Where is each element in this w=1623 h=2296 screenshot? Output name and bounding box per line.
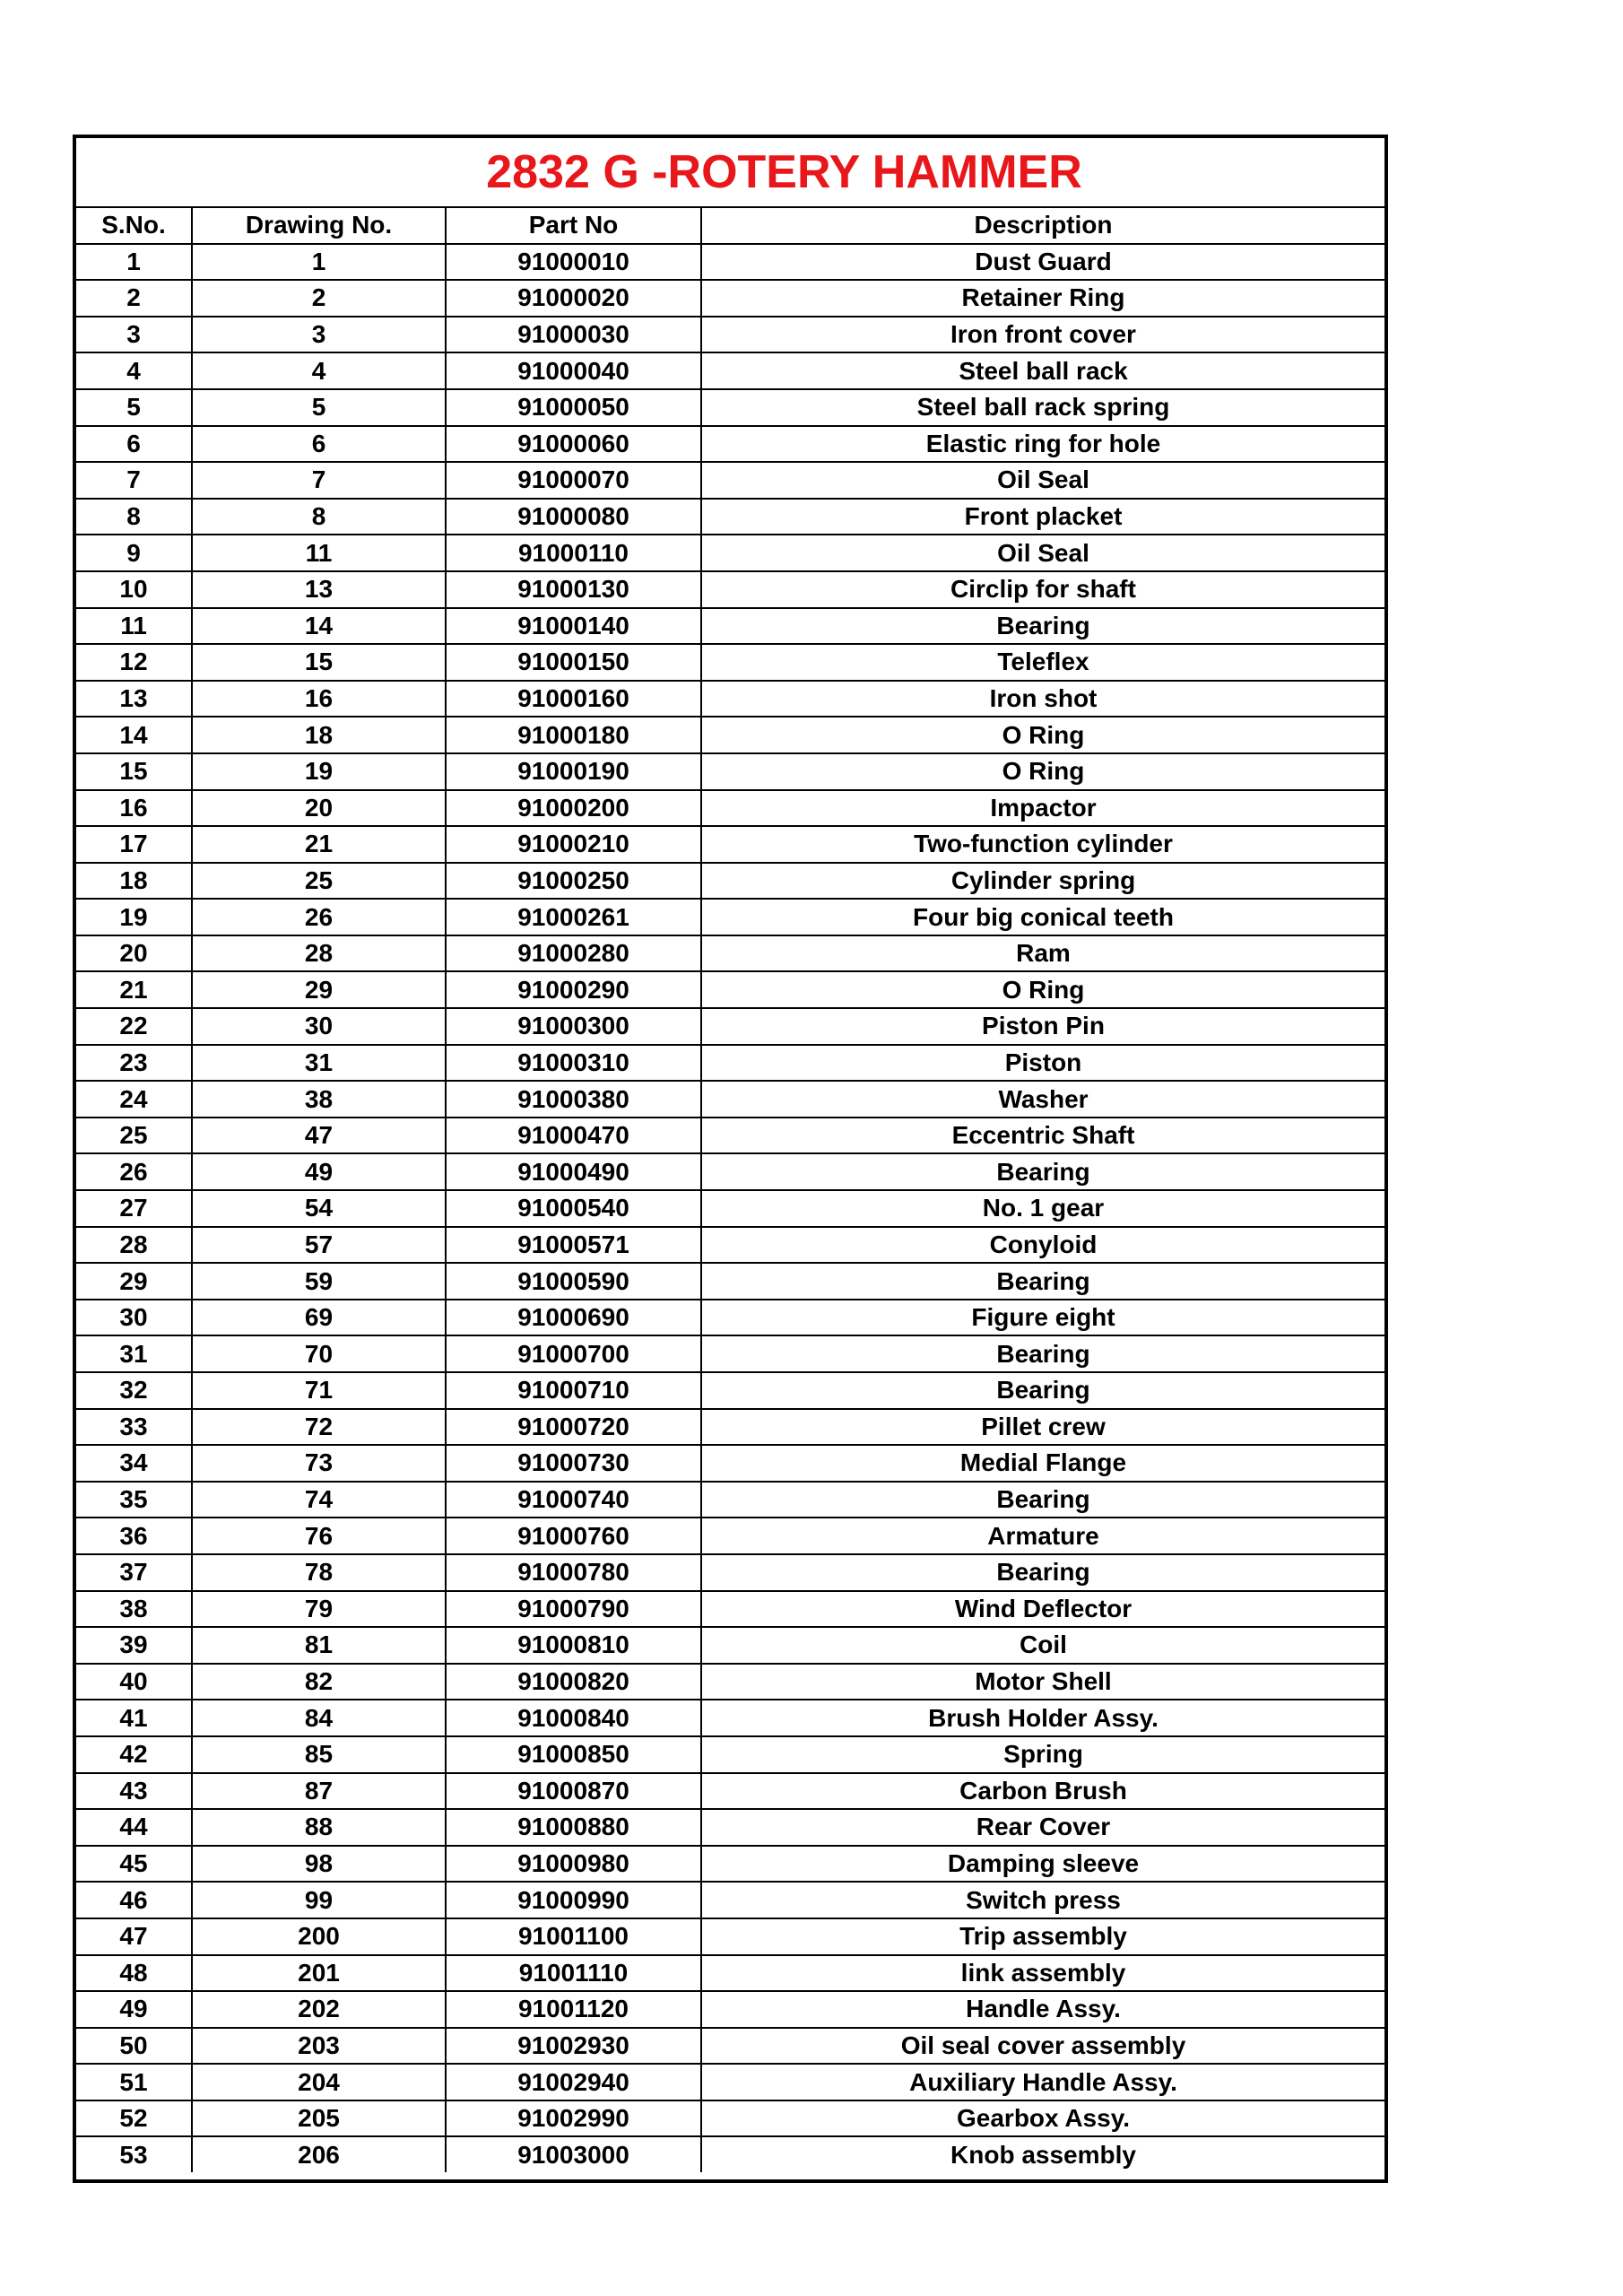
table-row — [76, 644, 1384, 681]
cell-part-no: 91000840 — [446, 1700, 701, 1736]
cell-drawing-no: 2 — [192, 280, 446, 317]
cell-sno: 49 — [76, 1991, 192, 2028]
cell-description: No. 1 gear — [701, 1190, 1384, 1227]
cell-description: Bearing — [701, 1554, 1384, 1591]
cell-sno: 27 — [76, 1190, 192, 1227]
table-row — [76, 863, 1384, 900]
cell-part-no: 91000261 — [446, 899, 701, 935]
cell-sno: 36 — [76, 1518, 192, 1554]
cell-sno: 35 — [76, 1482, 192, 1518]
table-row — [76, 1263, 1384, 1300]
column-header-part-no: Part No — [446, 207, 701, 244]
cell-description: O Ring — [701, 971, 1384, 1008]
table-row — [76, 1882, 1384, 1918]
cell-drawing-no: 76 — [192, 1518, 446, 1554]
header-row — [76, 207, 1384, 244]
cell-description: Auxiliary Handle Assy. — [701, 2064, 1384, 2100]
table-row — [76, 535, 1384, 571]
cell-sno: 39 — [76, 1627, 192, 1664]
cell-part-no: 91000040 — [446, 352, 701, 389]
cell-part-no: 91000540 — [446, 1190, 701, 1227]
cell-sno: 8 — [76, 499, 192, 535]
cell-description: Handle Assy. — [701, 1991, 1384, 2028]
table-row — [76, 790, 1384, 827]
cell-sno: 28 — [76, 1227, 192, 1264]
cell-drawing-no: 6 — [192, 426, 446, 463]
cell-sno: 17 — [76, 826, 192, 863]
cell-description: Teleflex — [701, 644, 1384, 681]
table-row — [76, 2028, 1384, 2065]
cell-description: Dust Guard — [701, 244, 1384, 281]
cell-drawing-no: 14 — [192, 608, 446, 645]
cell-description: Rear Cover — [701, 1809, 1384, 1846]
cell-description: Circlip for shaft — [701, 571, 1384, 608]
cell-drawing-no: 88 — [192, 1809, 446, 1846]
cell-description: Steel ball rack — [701, 352, 1384, 389]
cell-part-no: 91000160 — [446, 681, 701, 718]
cell-description: Front placket — [701, 499, 1384, 535]
cell-part-no: 91000760 — [446, 1518, 701, 1554]
cell-sno: 34 — [76, 1445, 192, 1482]
cell-part-no: 91000710 — [446, 1372, 701, 1409]
cell-drawing-no: 72 — [192, 1409, 446, 1446]
cell-description: Oil Seal — [701, 462, 1384, 499]
cell-description: Four big conical teeth — [701, 899, 1384, 935]
cell-sno: 16 — [76, 790, 192, 827]
cell-drawing-no: 7 — [192, 462, 446, 499]
cell-drawing-no: 54 — [192, 1190, 446, 1227]
cell-description: Damping sleeve — [701, 1846, 1384, 1883]
cell-description: Piston Pin — [701, 1008, 1384, 1045]
cell-description: O Ring — [701, 717, 1384, 753]
table-row — [76, 717, 1384, 753]
cell-sno: 40 — [76, 1664, 192, 1700]
cell-part-no: 91000180 — [446, 717, 701, 753]
column-header-sno: S.No. — [76, 207, 192, 244]
cell-part-no: 91000740 — [446, 1482, 701, 1518]
cell-part-no: 91000070 — [446, 462, 701, 499]
cell-drawing-no: 8 — [192, 499, 446, 535]
sheet-title: 2832 G -ROTERY HAMMER — [76, 138, 1384, 207]
cell-sno: 50 — [76, 2028, 192, 2065]
parts-table-body — [76, 244, 1384, 2172]
cell-drawing-no: 25 — [192, 863, 446, 900]
cell-description: Spring — [701, 1736, 1384, 1773]
cell-sno: 1 — [76, 244, 192, 281]
title-row — [76, 138, 1384, 207]
cell-part-no: 91000200 — [446, 790, 701, 827]
cell-part-no: 91000010 — [446, 244, 701, 281]
table-row — [76, 1335, 1384, 1372]
cell-part-no: 91000030 — [446, 317, 701, 353]
cell-part-no: 91000870 — [446, 1773, 701, 1810]
cell-part-no: 91000380 — [446, 1081, 701, 1118]
table-row — [76, 899, 1384, 935]
cell-part-no: 91000210 — [446, 826, 701, 863]
cell-description: Cylinder spring — [701, 863, 1384, 900]
table-row — [76, 1809, 1384, 1846]
cell-drawing-no: 31 — [192, 1045, 446, 1082]
table-row — [76, 1627, 1384, 1664]
table-row — [76, 352, 1384, 389]
cell-description: Ram — [701, 935, 1384, 972]
cell-sno: 14 — [76, 717, 192, 753]
table-row — [76, 1591, 1384, 1628]
cell-part-no: 91000470 — [446, 1118, 701, 1154]
cell-drawing-no: 29 — [192, 971, 446, 1008]
cell-description: Two-function cylinder — [701, 826, 1384, 863]
cell-drawing-no: 204 — [192, 2064, 446, 2100]
cell-drawing-no: 11 — [192, 535, 446, 571]
cell-sno: 9 — [76, 535, 192, 571]
cell-part-no: 91000790 — [446, 1591, 701, 1628]
cell-drawing-no: 20 — [192, 790, 446, 827]
table-row — [76, 753, 1384, 790]
table-row — [76, 971, 1384, 1008]
cell-sno: 48 — [76, 1955, 192, 1992]
table-row — [76, 389, 1384, 426]
cell-part-no: 91002990 — [446, 2100, 701, 2137]
cell-drawing-no: 78 — [192, 1554, 446, 1591]
cell-drawing-no: 99 — [192, 1882, 446, 1918]
table-row — [76, 2100, 1384, 2137]
cell-description: Bearing — [701, 1153, 1384, 1190]
table-row — [76, 1153, 1384, 1190]
table-row — [76, 499, 1384, 535]
cell-description: Washer — [701, 1081, 1384, 1118]
cell-description: Iron shot — [701, 681, 1384, 718]
cell-part-no: 91000820 — [446, 1664, 701, 1700]
cell-drawing-no: 4 — [192, 352, 446, 389]
cell-part-no: 91001100 — [446, 1918, 701, 1955]
cell-drawing-no: 200 — [192, 1918, 446, 1955]
cell-description: Eccentric Shaft — [701, 1118, 1384, 1154]
table-row — [76, 1664, 1384, 1700]
table-row — [76, 1227, 1384, 1264]
table-row — [76, 1300, 1384, 1336]
table-row — [76, 2136, 1384, 2172]
cell-part-no: 91000140 — [446, 608, 701, 645]
table-row — [76, 826, 1384, 863]
cell-sno: 42 — [76, 1736, 192, 1773]
cell-sno: 41 — [76, 1700, 192, 1736]
cell-description: Carbon Brush — [701, 1773, 1384, 1810]
cell-part-no: 91000990 — [446, 1882, 701, 1918]
cell-description: Steel ball rack spring — [701, 389, 1384, 426]
table-row — [76, 317, 1384, 353]
table-row — [76, 1372, 1384, 1409]
cell-description: Medial Flange — [701, 1445, 1384, 1482]
cell-sno: 45 — [76, 1846, 192, 1883]
cell-sno: 5 — [76, 389, 192, 426]
table-row — [76, 1081, 1384, 1118]
table-row — [76, 2064, 1384, 2100]
cell-part-no: 91000590 — [446, 1263, 701, 1300]
table-row — [76, 1008, 1384, 1045]
cell-description: Trip assembly — [701, 1918, 1384, 1955]
cell-description: Bearing — [701, 1335, 1384, 1372]
cell-drawing-no: 59 — [192, 1263, 446, 1300]
cell-sno: 21 — [76, 971, 192, 1008]
table-row — [76, 571, 1384, 608]
cell-part-no: 91001110 — [446, 1955, 701, 1992]
cell-description: Brush Holder Assy. — [701, 1700, 1384, 1736]
table-row — [76, 244, 1384, 281]
cell-part-no: 91000300 — [446, 1008, 701, 1045]
table-row — [76, 1736, 1384, 1773]
cell-sno: 15 — [76, 753, 192, 790]
table-row — [76, 1190, 1384, 1227]
cell-part-no: 91000310 — [446, 1045, 701, 1082]
cell-drawing-no: 69 — [192, 1300, 446, 1336]
table-row — [76, 681, 1384, 718]
cell-part-no: 91000130 — [446, 571, 701, 608]
table-row — [76, 1773, 1384, 1810]
cell-drawing-no: 98 — [192, 1846, 446, 1883]
column-header-description: Description — [701, 207, 1384, 244]
cell-part-no: 91000050 — [446, 389, 701, 426]
table-row — [76, 426, 1384, 463]
cell-part-no: 91000980 — [446, 1846, 701, 1883]
cell-description: Motor Shell — [701, 1664, 1384, 1700]
cell-part-no: 91000250 — [446, 863, 701, 900]
cell-part-no: 91000190 — [446, 753, 701, 790]
cell-sno: 11 — [76, 608, 192, 645]
cell-drawing-no: 73 — [192, 1445, 446, 1482]
cell-drawing-no: 5 — [192, 389, 446, 426]
cell-description: Pillet crew — [701, 1409, 1384, 1446]
table-row — [76, 1118, 1384, 1154]
cell-sno: 38 — [76, 1591, 192, 1628]
cell-drawing-no: 201 — [192, 1955, 446, 1992]
cell-drawing-no: 84 — [192, 1700, 446, 1736]
table-row — [76, 1991, 1384, 2028]
cell-part-no: 91000810 — [446, 1627, 701, 1664]
cell-sno: 19 — [76, 899, 192, 935]
cell-drawing-no: 205 — [192, 2100, 446, 2137]
cell-sno: 51 — [76, 2064, 192, 2100]
cell-drawing-no: 26 — [192, 899, 446, 935]
cell-sno: 33 — [76, 1409, 192, 1446]
cell-drawing-no: 49 — [192, 1153, 446, 1190]
cell-part-no: 91000080 — [446, 499, 701, 535]
table-row — [76, 1518, 1384, 1554]
table-row — [76, 462, 1384, 499]
cell-sno: 44 — [76, 1809, 192, 1846]
cell-drawing-no: 38 — [192, 1081, 446, 1118]
cell-sno: 26 — [76, 1153, 192, 1190]
column-header-drawing-no: Drawing No. — [192, 207, 446, 244]
cell-sno: 46 — [76, 1882, 192, 1918]
cell-part-no: 91000020 — [446, 280, 701, 317]
cell-drawing-no: 13 — [192, 571, 446, 608]
cell-sno: 7 — [76, 462, 192, 499]
cell-description: Retainer Ring — [701, 280, 1384, 317]
cell-sno: 47 — [76, 1918, 192, 1955]
table-row — [76, 935, 1384, 972]
cell-sno: 10 — [76, 571, 192, 608]
cell-drawing-no: 30 — [192, 1008, 446, 1045]
cell-part-no: 91000060 — [446, 426, 701, 463]
cell-drawing-no: 57 — [192, 1227, 446, 1264]
cell-description: Figure eight — [701, 1300, 1384, 1336]
cell-part-no: 91000150 — [446, 644, 701, 681]
cell-drawing-no: 70 — [192, 1335, 446, 1372]
cell-part-no: 91000730 — [446, 1445, 701, 1482]
cell-part-no: 91000720 — [446, 1409, 701, 1446]
cell-part-no: 91002930 — [446, 2028, 701, 2065]
cell-part-no: 91000880 — [446, 1809, 701, 1846]
table-row — [76, 1045, 1384, 1082]
parts-table — [76, 138, 1384, 2172]
table-row — [76, 1409, 1384, 1446]
table-row — [76, 1445, 1384, 1482]
cell-description: Gearbox Assy. — [701, 2100, 1384, 2137]
cell-sno: 43 — [76, 1773, 192, 1810]
cell-sno: 18 — [76, 863, 192, 900]
cell-drawing-no: 1 — [192, 244, 446, 281]
cell-sno: 22 — [76, 1008, 192, 1045]
cell-drawing-no: 74 — [192, 1482, 446, 1518]
cell-part-no: 91000280 — [446, 935, 701, 972]
cell-description: Bearing — [701, 608, 1384, 645]
table-row — [76, 608, 1384, 645]
cell-sno: 2 — [76, 280, 192, 317]
cell-description: Piston — [701, 1045, 1384, 1082]
cell-description: Coil — [701, 1627, 1384, 1664]
cell-sno: 4 — [76, 352, 192, 389]
cell-sno: 24 — [76, 1081, 192, 1118]
cell-drawing-no: 203 — [192, 2028, 446, 2065]
cell-description: link assembly — [701, 1955, 1384, 1992]
cell-sno: 37 — [76, 1554, 192, 1591]
cell-sno: 12 — [76, 644, 192, 681]
cell-part-no: 91000850 — [446, 1736, 701, 1773]
cell-description: O Ring — [701, 753, 1384, 790]
cell-sno: 32 — [76, 1372, 192, 1409]
cell-sno: 52 — [76, 2100, 192, 2137]
cell-drawing-no: 87 — [192, 1773, 446, 1810]
cell-sno: 30 — [76, 1300, 192, 1336]
cell-drawing-no: 202 — [192, 1991, 446, 2028]
cell-sno: 31 — [76, 1335, 192, 1372]
cell-description: Armature — [701, 1518, 1384, 1554]
cell-description: Conyloid — [701, 1227, 1384, 1264]
cell-description: Elastic ring for hole — [701, 426, 1384, 463]
cell-part-no: 91000690 — [446, 1300, 701, 1336]
table-row — [76, 1918, 1384, 1955]
cell-sno: 20 — [76, 935, 192, 972]
cell-drawing-no: 19 — [192, 753, 446, 790]
cell-part-no: 91000110 — [446, 535, 701, 571]
cell-drawing-no: 82 — [192, 1664, 446, 1700]
table-row — [76, 1554, 1384, 1591]
cell-part-no: 91003000 — [446, 2136, 701, 2172]
table-row — [76, 1700, 1384, 1736]
parts-list-sheet — [73, 135, 1388, 2183]
cell-drawing-no: 85 — [192, 1736, 446, 1773]
cell-part-no: 91000780 — [446, 1554, 701, 1591]
cell-drawing-no: 15 — [192, 644, 446, 681]
cell-drawing-no: 81 — [192, 1627, 446, 1664]
cell-part-no: 91002940 — [446, 2064, 701, 2100]
cell-description: Oil Seal — [701, 535, 1384, 571]
cell-description: Iron front cover — [701, 317, 1384, 353]
cell-drawing-no: 79 — [192, 1591, 446, 1628]
cell-drawing-no: 18 — [192, 717, 446, 753]
cell-description: Bearing — [701, 1482, 1384, 1518]
cell-part-no: 91000700 — [446, 1335, 701, 1372]
table-row — [76, 1846, 1384, 1883]
table-row — [76, 280, 1384, 317]
cell-description: Wind Deflector — [701, 1591, 1384, 1628]
cell-description: Bearing — [701, 1263, 1384, 1300]
cell-part-no: 91000490 — [446, 1153, 701, 1190]
cell-description: Impactor — [701, 790, 1384, 827]
cell-description: Knob assembly — [701, 2136, 1384, 2172]
cell-drawing-no: 21 — [192, 826, 446, 863]
table-row — [76, 1482, 1384, 1518]
cell-sno: 23 — [76, 1045, 192, 1082]
cell-description: Switch press — [701, 1882, 1384, 1918]
cell-part-no: 91001120 — [446, 1991, 701, 2028]
cell-description: Oil seal cover assembly — [701, 2028, 1384, 2065]
cell-drawing-no: 16 — [192, 681, 446, 718]
table-row — [76, 1955, 1384, 1992]
cell-drawing-no: 47 — [192, 1118, 446, 1154]
cell-drawing-no: 3 — [192, 317, 446, 353]
cell-drawing-no: 71 — [192, 1372, 446, 1409]
cell-sno: 25 — [76, 1118, 192, 1154]
cell-sno: 6 — [76, 426, 192, 463]
cell-description: Bearing — [701, 1372, 1384, 1409]
cell-sno: 3 — [76, 317, 192, 353]
cell-sno: 53 — [76, 2136, 192, 2172]
cell-drawing-no: 28 — [192, 935, 446, 972]
cell-part-no: 91000290 — [446, 971, 701, 1008]
cell-drawing-no: 206 — [192, 2136, 446, 2172]
cell-part-no: 91000571 — [446, 1227, 701, 1264]
cell-sno: 13 — [76, 681, 192, 718]
cell-sno: 29 — [76, 1263, 192, 1300]
